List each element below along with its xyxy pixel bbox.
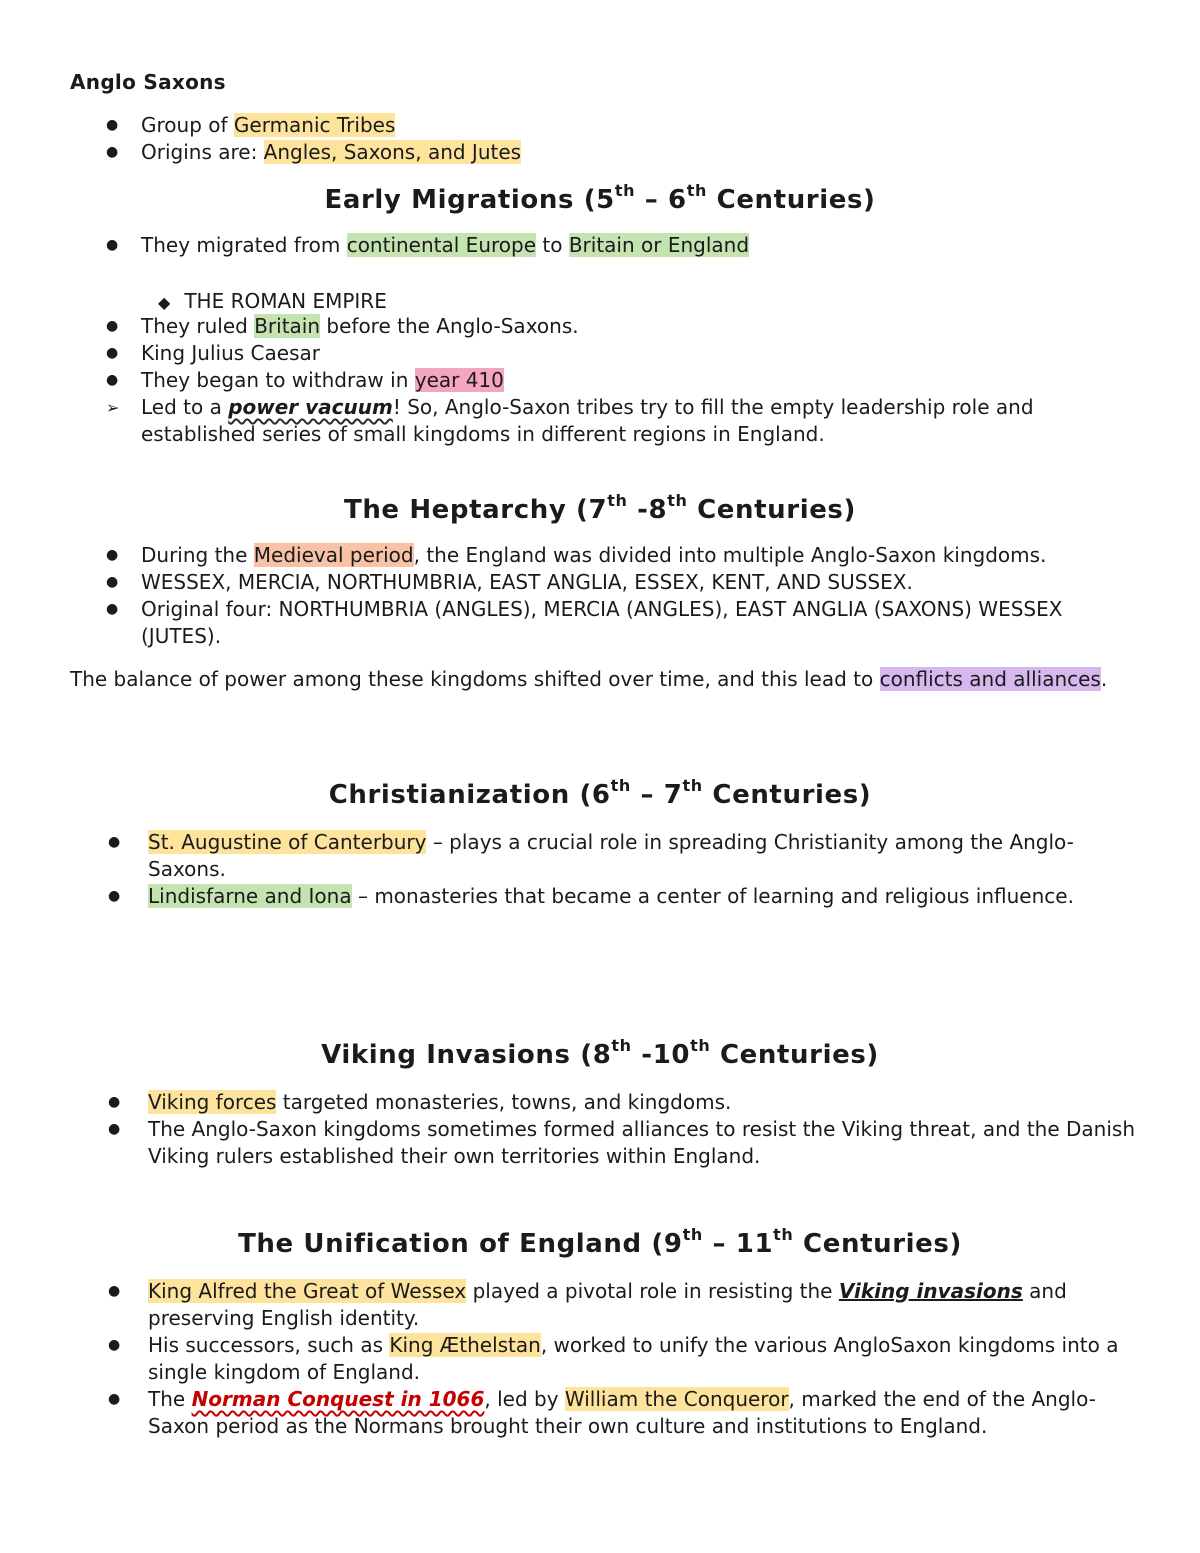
heptarchy-paragraph: The balance of power among these kingdoms shifted over time, and this lead to conflicts and alliances. (70, 667, 1108, 691)
section-heading-unification: The Unification of England (9th – 11th Centuries) (238, 1225, 962, 1259)
highlight: Viking forces (148, 1090, 277, 1114)
highlight: Britain or England (568, 233, 750, 257)
list-item: ● They began to withdraw in year 410 (106, 368, 504, 392)
bullet-icon: ● (108, 1094, 121, 1110)
roman-empire-heading: ◆ THE ROMAN EMPIRE (158, 289, 387, 313)
list-item: ● His successors, such as King Æthelstan, worked to unify the various AngloSaxon kingdoms into a single kingdom of England. (108, 1333, 1119, 1384)
unification-list (106, 1278, 1146, 1440)
list-item: ● St. Augustine of Canterbury – plays a crucial role in spreading Christianity among the Anglo-Saxons. (108, 830, 1074, 881)
highlight: year 410 (414, 368, 504, 392)
list-item: ● King Julius Caesar (106, 341, 320, 365)
bullet-icon: ● (106, 237, 119, 253)
bullet-icon: ● (106, 345, 119, 361)
highlight: Britain (254, 314, 321, 338)
intro-list (106, 112, 1146, 166)
section-heading-viking-invasions: Viking Invasions (8th -10th Centuries) (321, 1036, 879, 1070)
document-title: Anglo Saxons (70, 70, 226, 94)
list-item: ➢ Led to a power vacuum! So, Anglo-Saxon tribes try to fill the empty leadership role and established series of small kingdoms in different regions in England. (106, 395, 1034, 446)
bullet-icon: ● (108, 1391, 121, 1407)
bullet-icon: ● (106, 601, 119, 617)
bullet-icon: ● (108, 834, 121, 850)
bullet-icon: ● (106, 117, 119, 133)
arrow-icon: ➢ (106, 398, 120, 417)
list-item: ● They ruled Britain before the Anglo-Saxons. (106, 314, 579, 338)
highlight: King Alfred the Great of Wessex (148, 1279, 467, 1303)
highlight: Medieval period (253, 543, 414, 567)
bullet-icon: ● (108, 1337, 121, 1353)
highlight: Angles, Saxons, and Jutes (263, 140, 522, 164)
highlight: Germanic Tribes (233, 113, 396, 137)
list-item: ● Original four: NORTHUMBRIA (ANGLES), MERCIA (ANGLES), EAST ANGLIA (SAXONS) WESSEX (JUTES). (106, 597, 1063, 648)
highlight: conflicts and alliances (879, 667, 1101, 691)
bullet-icon: ● (106, 372, 119, 388)
list-item: ● King Alfred the Great of Wessex played a pivotal role in resisting the Viking invasions and preserving English identity. (108, 1279, 1067, 1330)
highlight: continental Europe (346, 233, 537, 257)
bullet-icon: ● (106, 318, 119, 334)
section-heading-christianization: Christianization (6th – 7th Centuries) (328, 776, 872, 810)
roman-list (106, 313, 1146, 448)
highlight: Lindisfarne and Iona (148, 884, 352, 908)
viking-list (106, 1089, 1146, 1170)
bullet-icon: ● (108, 888, 121, 904)
heptarchy-list (106, 542, 1146, 650)
highlight: King Æthelstan (389, 1333, 541, 1357)
list-item: ● The Anglo-Saxon kingdoms sometimes formed alliances to resist the Viking threat, and the Danish Viking rulers established their own territories within England. (108, 1117, 1135, 1168)
diamond-icon: ◆ (158, 293, 171, 312)
bullet-icon: ● (106, 574, 119, 590)
highlight: William the Conqueror (564, 1387, 789, 1411)
section-heading-heptarchy: The Heptarchy (7th -8th Centuries) (343, 491, 856, 525)
bullet-icon: ● (108, 1121, 121, 1137)
highlight: St. Augustine of Canterbury (148, 830, 427, 854)
list-item: ● The Norman Conquest in 1066, led by William the Conqueror, marked the end of the Anglo-Saxon period as the Normans brought their own culture and institutions to England. (108, 1387, 1096, 1438)
bullet-icon: ● (106, 144, 119, 160)
emphasis: power vacuum (228, 395, 393, 419)
early-list (106, 232, 1146, 259)
list-item: ● Group of Germanic Tribes (106, 113, 396, 137)
christianization-list (106, 829, 1146, 910)
bullet-icon: ● (106, 547, 119, 563)
list-item: ● During the Medieval period, the England was divided into multiple Anglo-Saxon kingdoms. (106, 543, 1047, 567)
list-item: ● Viking forces targeted monasteries, towns, and kingdoms. (108, 1090, 732, 1114)
emphasis: Norman Conquest in 1066 (191, 1387, 485, 1411)
list-item: ● Lindisfarne and Iona – monasteries that became a center of learning and religious influence. (108, 884, 1074, 908)
list-item: ● They migrated from continental Europe to Britain or England (106, 233, 750, 257)
list-item: ● Origins are: Angles, Saxons, and Jutes (106, 140, 522, 164)
emphasis: Viking invasions (838, 1279, 1023, 1303)
list-item: ● WESSEX, MERCIA, NORTHUMBRIA, EAST ANGLIA, ESSEX, KENT, AND SUSSEX. (106, 570, 913, 594)
section-heading-early-migrations: Early Migrations (5th – 6th Centuries) (324, 181, 876, 215)
bullet-icon: ● (108, 1283, 121, 1299)
